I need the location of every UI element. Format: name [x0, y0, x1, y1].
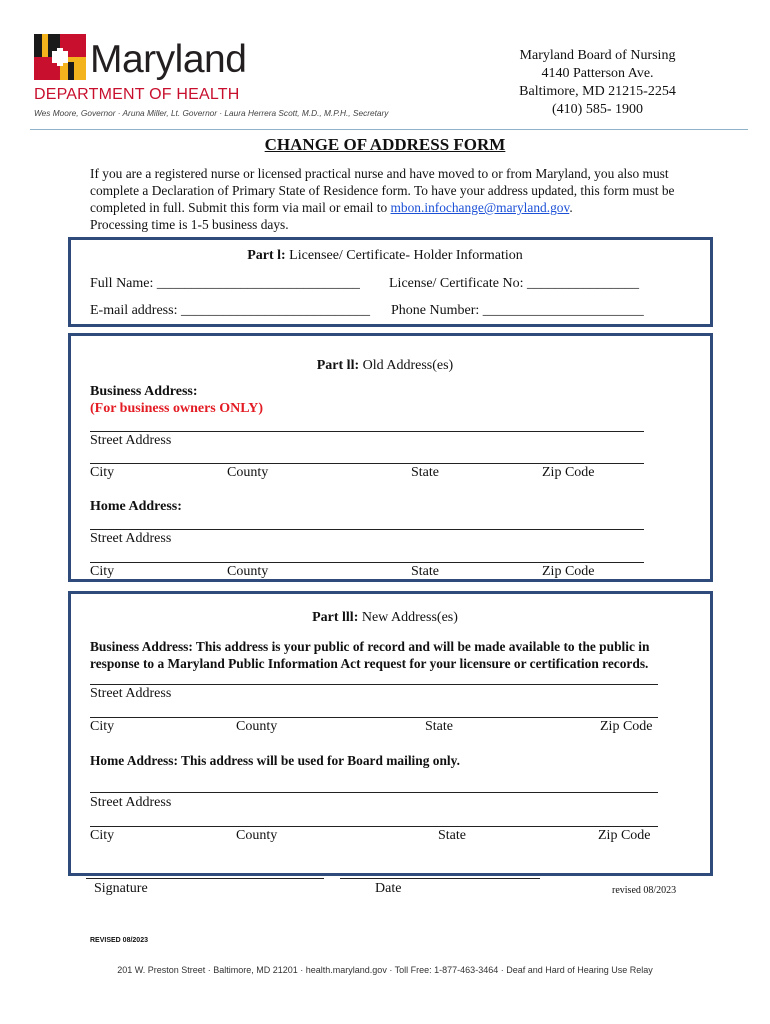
email-field[interactable]: E-mail address: ___________________________: [90, 303, 370, 318]
old-business-street-label: Street Address: [90, 433, 172, 448]
new-business-county-label: County: [236, 719, 278, 734]
board-name: Maryland Board of Nursing: [519, 48, 676, 63]
new-home-zip-label: Zip Code: [598, 828, 651, 843]
old-home-zip-label: Zip Code: [542, 564, 595, 579]
logo-department: DEPARTMENT OF HEALTH: [34, 86, 240, 103]
new-business-zip-label: Zip Code: [600, 719, 653, 734]
maryland-flag-logo-icon: [34, 34, 86, 80]
logo-officials: Wes Moore, Governor · Aruna Miller, Lt. Governor · Laura Herrera Scott, M.D., M.P.H., Secretary: [34, 108, 389, 118]
part1-heading: [0, 248, 770, 264]
new-home-city-label: City: [90, 828, 115, 843]
part1-heading-bold: Part l:: [247, 248, 286, 263]
new-business-address-text: Business Address: This address is your public of record and will be made available to the public in response to a Maryland Public Information Act request for your licensure or certification records.: [90, 639, 650, 671]
new-business-state-label: State: [425, 719, 453, 734]
footer-address: 201 W. Preston Street · Baltimore, MD 21201 · health.maryland.gov · Toll Free: 1-877-463-3464 · Deaf and Hard of Hearing Use Relay: [117, 965, 653, 975]
new-home-address-text: Home Address: This address will be used for Board mailing only.: [90, 753, 460, 768]
signature-label: Signature: [94, 881, 148, 896]
old-home-county-label: County: [227, 564, 269, 579]
logo-wordmark: Maryland: [90, 38, 247, 81]
part1-heading-rest: Licensee/ Certificate- Holder Information: [285, 248, 523, 263]
old-business-state-label: State: [411, 465, 439, 480]
old-home-state-label: State: [411, 564, 439, 579]
new-business-street-label: Street Address: [90, 686, 172, 701]
old-business-street-line[interactable]: [90, 431, 644, 432]
intro-period: .: [569, 200, 573, 215]
new-business-street-line[interactable]: [90, 684, 658, 685]
new-home-state-label: State: [438, 828, 466, 843]
old-home-address-label: Home Address:: [90, 499, 182, 514]
new-business-city-line[interactable]: [90, 717, 658, 718]
full-name-field[interactable]: Full Name: _____________________________: [90, 276, 360, 291]
board-phone: (410) 585- 1900: [552, 102, 643, 117]
intro-text: If you are a registered nurse or licensed practical nurse and have moved to or from Maryland, you also must complete a Declaration of Primary State of Residence form. To have your address updated, this form must be completed in full. Submit this form via mail or email to: [90, 166, 675, 215]
board-street: 4140 Patterson Ave.: [541, 66, 654, 81]
old-business-city-line[interactable]: [90, 463, 644, 464]
old-home-city-label: City: [90, 564, 115, 579]
new-home-county-label: County: [236, 828, 278, 843]
part3-heading-bold: Part lll:: [312, 610, 359, 625]
old-business-zip-label: Zip Code: [542, 465, 595, 480]
revised-date: revised 08/2023: [612, 885, 677, 896]
phone-field[interactable]: Phone Number: _______________________: [391, 303, 644, 318]
part2-heading: [0, 358, 770, 374]
form-title: CHANGE OF ADDRESS FORM: [264, 135, 506, 154]
new-home-street-label: Street Address: [90, 795, 172, 810]
old-business-city-label: City: [90, 465, 115, 480]
board-city: Baltimore, MD 21215-2254: [519, 84, 676, 99]
new-business-city-label: City: [90, 719, 115, 734]
new-home-street-line[interactable]: [90, 792, 658, 793]
old-home-street-label: Street Address: [90, 531, 172, 546]
part2-heading-rest: Old Address(es): [359, 358, 454, 373]
old-business-address-label: Business Address:: [90, 384, 198, 399]
processing-time: Processing time is 1-5 business days.: [90, 217, 289, 232]
board-address-block: [505, 47, 690, 119]
signature-line[interactable]: [86, 878, 324, 879]
part2-heading-bold: Part ll:: [316, 358, 360, 373]
header-divider: [30, 129, 748, 130]
revised-stamp: REVISED 08/2023: [90, 937, 148, 944]
intro-paragraph: [90, 165, 690, 233]
part3-heading: [0, 610, 770, 626]
license-number-field[interactable]: License/ Certificate No: ________________: [389, 276, 639, 291]
old-home-street-line[interactable]: [90, 529, 644, 530]
old-business-county-label: County: [227, 465, 269, 480]
part3-heading-rest: New Address(es): [358, 610, 458, 625]
old-home-city-line[interactable]: [90, 562, 644, 563]
email-link[interactable]: mbon.infochange@maryland.gov: [390, 200, 570, 215]
business-owners-note: (For business owners ONLY): [90, 401, 264, 416]
date-label: Date: [375, 881, 402, 896]
date-line[interactable]: [340, 878, 540, 879]
new-home-city-line[interactable]: [90, 826, 658, 827]
